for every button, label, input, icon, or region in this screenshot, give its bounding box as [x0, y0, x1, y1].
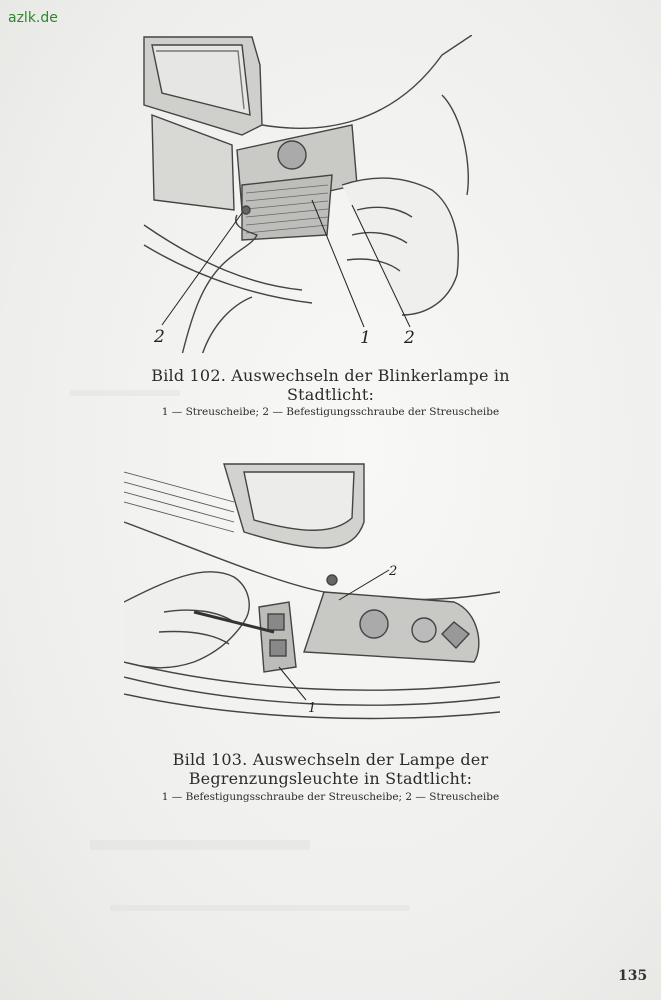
bleed-through-line: [90, 840, 310, 850]
callout-label: 1: [308, 701, 317, 716]
callout-label: 1: [360, 328, 371, 348]
figure-103-caption: [0, 750, 661, 804]
callout-label: 2: [389, 564, 398, 579]
callout-label: 2: [404, 328, 415, 348]
caption-title: Bild 102. Auswechseln der Blinkerlampe in Stadtlicht:: [151, 366, 510, 404]
caption-legend: 1 — Streuscheibe; 2 — Befestigungsschraube der Streuscheibe: [161, 406, 500, 418]
caption-title: Bild 103. Auswechseln der Lampe der Begrenzungsleuchte in Stadtlicht:: [172, 750, 489, 788]
callout-label: 2: [154, 327, 165, 347]
figure-102-caption: [0, 366, 661, 419]
bleed-through-line: [110, 905, 410, 911]
caption-legend: 1 — Befestigungsschraube der Streuscheibe; 2 — Streuscheibe: [161, 791, 500, 803]
figure-103-illustration: [124, 462, 500, 732]
watermark-label: azlk.de: [8, 10, 58, 26]
figure-102-illustration: [142, 35, 472, 353]
page-number: 135: [618, 968, 648, 984]
